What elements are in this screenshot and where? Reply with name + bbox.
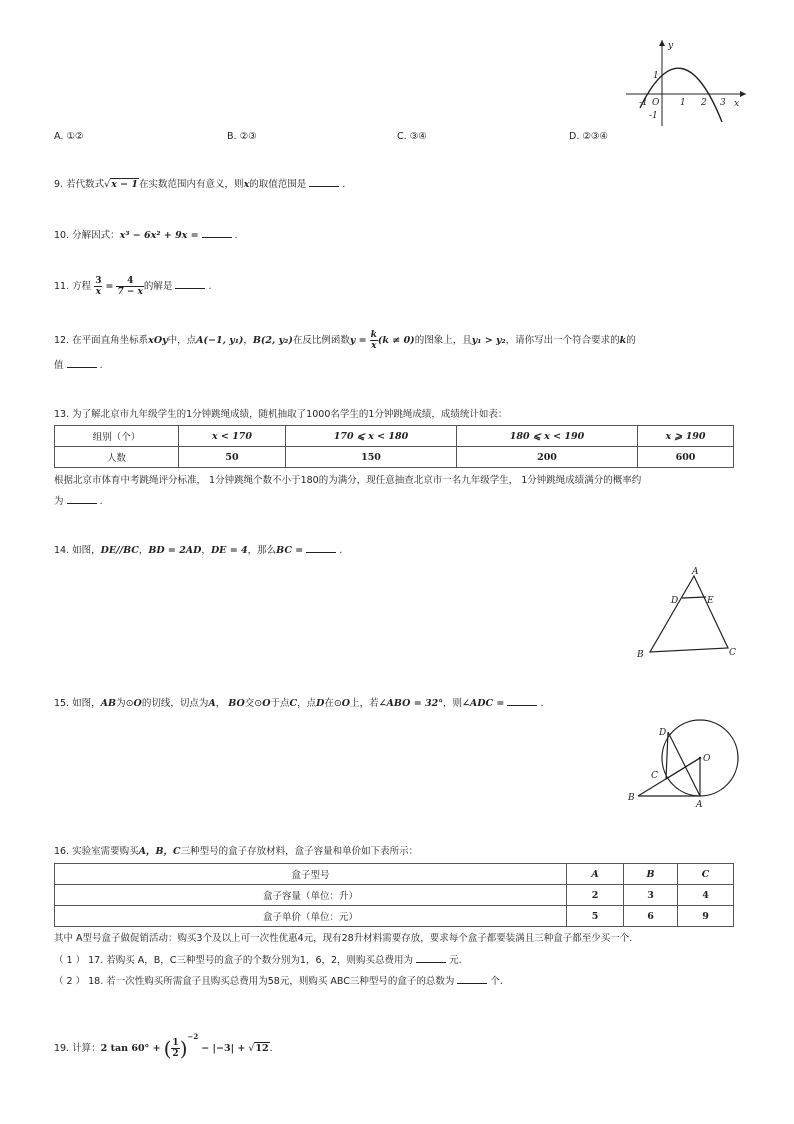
q13-cell: 150 xyxy=(286,447,457,468)
q13-cell: 50 xyxy=(179,447,286,468)
answer-blank[interactable] xyxy=(507,698,537,706)
question-15: 15. 如图，AB为⊙O的切线，切点为A， BO交⊙O于点C，点D在⊙O上，若∠ABO = 32°，则∠ADC = . xyxy=(54,698,544,709)
question-16-sub2: （ 2 ） 18. 若一次性购买所需盒子且购买总费用为58元，则购买 ABC三种型号的盒子的总数为 个. xyxy=(54,976,503,987)
answer-blank[interactable] xyxy=(306,545,336,553)
q13-table xyxy=(54,425,734,468)
label-d: D xyxy=(659,728,667,738)
question-16: 16. 实验室需要购买A，B，C三种型号的盒子存放材料，盒子容量和单价如下表所示： xyxy=(54,846,419,857)
q13-header-3: 180 ⩽ x < 190 xyxy=(457,426,638,447)
tick-y-1: 1 xyxy=(653,71,659,81)
q16-cell: 9 xyxy=(678,906,734,927)
answer-blank[interactable] xyxy=(309,179,339,187)
q13-header-group: 组别（个） xyxy=(55,426,179,447)
q8-option-b: B. ②③ xyxy=(227,131,257,142)
tick-x-1: 1 xyxy=(680,98,686,108)
answer-blank[interactable] xyxy=(67,360,97,368)
tick-y-neg1: -1 xyxy=(649,111,658,121)
q16-row-capacity: 盒子容量（单位：升） xyxy=(55,885,567,906)
answer-blank[interactable] xyxy=(416,955,446,963)
question-13-cont: 为 . xyxy=(54,496,103,507)
q13-cell: 200 xyxy=(457,447,638,468)
q16-header-b: B xyxy=(624,864,678,885)
question-13-note: 根据北京市体育中考跳绳评分标准， 1分钟跳绳个数不小于180的为满分，现任意抽查北京市一名九年级学生， 1分钟跳绳成绩满分的概率约 xyxy=(54,475,642,486)
label-o: O xyxy=(703,754,711,764)
q16-cell: 5 xyxy=(567,906,624,927)
question-11: 11. 方程 $\frac{3}{x}$ = $\frac{4}{7 - x}$ 的解是 . xyxy=(54,276,212,297)
q15-circle-figure xyxy=(622,718,746,812)
question-16-sub1: （ 1 ） 17. 若购买 A，B，C三种型号的盒子的个数分别为1，6，2，则购买总费用为 元. xyxy=(54,955,462,966)
question-9: 9. 若代数式√x − 1在实数范围内有意义，则x的取值范围是 . xyxy=(54,179,346,190)
q16-header-a: A xyxy=(567,864,624,885)
question-13: 13. 为了解北京市九年级学生的1分钟跳绳成绩，随机抽取了1000名学生的1分钟跳绳成绩，成绩统计如表： xyxy=(54,409,508,420)
label-e: E xyxy=(707,596,714,606)
q8-option-a: A. ①② xyxy=(54,131,84,142)
q8-option-d: D. ②③④ xyxy=(569,131,608,142)
y-axis-label: y xyxy=(668,41,674,51)
question-16-note: 其中 A型号盒子做促销活动：购买3个及以上可一次性优惠4元，现有28升材料需要存放，要求每个盒子都要装满且三种盒子都至少买一个. xyxy=(54,933,633,944)
q16-cell: 4 xyxy=(678,885,734,906)
label-c: C xyxy=(651,771,658,781)
answer-blank[interactable] xyxy=(175,281,205,289)
q8-option-c: C. ③④ xyxy=(397,131,427,142)
tick-x-neg1: -1 xyxy=(639,98,648,108)
q16-header-type: 盒子型号 xyxy=(55,864,567,885)
label-c: C xyxy=(729,648,736,658)
q13-header-4: x ⩾ 190 xyxy=(638,426,734,447)
tick-x-3: 3 xyxy=(720,98,726,108)
tick-x-2: 2 xyxy=(701,98,707,108)
label-a: A xyxy=(692,567,699,577)
q14-triangle-figure xyxy=(632,564,744,662)
label-a: A xyxy=(696,800,703,810)
q13-header-2: 170 ⩽ x < 180 xyxy=(286,426,457,447)
question-12-cont: 值 . xyxy=(54,360,103,371)
q13-row-label: 人数 xyxy=(55,447,179,468)
x-axis-label: x xyxy=(734,99,740,109)
answer-blank[interactable] xyxy=(67,496,97,504)
q16-table xyxy=(54,863,734,927)
question-12: 12. 在平面直角坐标系xOy中，点A(−1, y₁)，B(2, y₂)在反比例函数y = $\frac{k}{x}$ (k ≠ 0)的图象上，且y₁ > y₂，请你写出一个符合要求的k的 xyxy=(54,330,636,351)
label-d: D xyxy=(671,596,679,606)
label-b: B xyxy=(628,793,635,803)
answer-blank[interactable] xyxy=(202,230,232,238)
answer-blank[interactable] xyxy=(457,976,487,984)
q16-cell: 6 xyxy=(624,906,678,927)
question-14: 14. 如图，DE//BC，BD = 2AD，DE = 4，那么BC = . xyxy=(54,545,343,556)
q13-header-1: x < 170 xyxy=(179,426,286,447)
q16-cell: 3 xyxy=(624,885,678,906)
question-10: 10. 分解因式：x³ − 6x² + 9x = . xyxy=(54,230,238,241)
label-b: B xyxy=(637,650,644,660)
question-19: 19. 计算：2 tan 60° + ( $\frac{1}{2}$ )$^{-2}$ − |−3| + √12. xyxy=(54,1032,273,1061)
origin-label: O xyxy=(652,98,660,108)
q16-row-price: 盒子单价（单位：元） xyxy=(55,906,567,927)
q13-cell: 600 xyxy=(638,447,734,468)
q16-cell: 2 xyxy=(567,885,624,906)
q8-parabola-graph xyxy=(622,36,752,128)
q16-header-c: C xyxy=(678,864,734,885)
